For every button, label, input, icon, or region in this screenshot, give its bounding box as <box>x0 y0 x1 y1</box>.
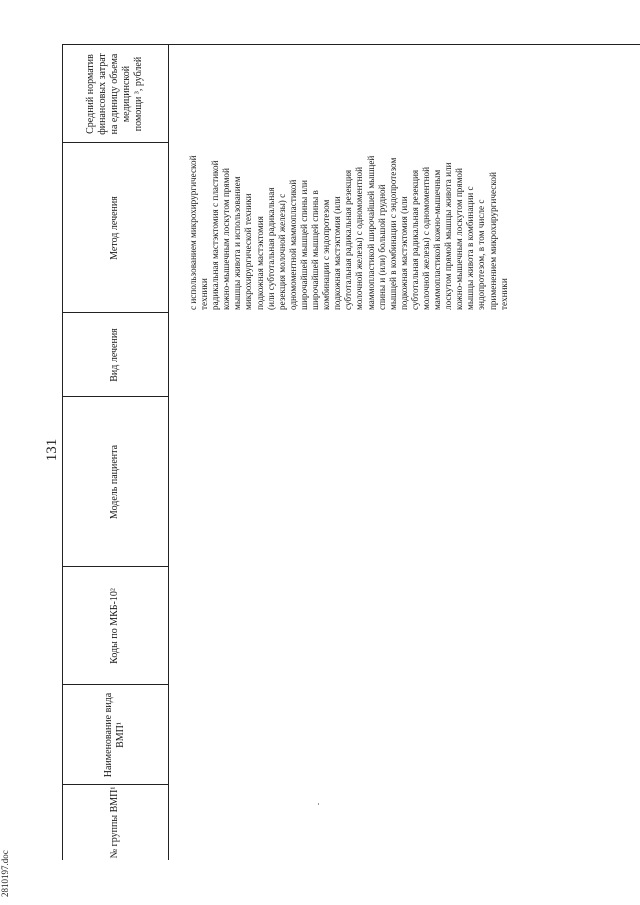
method-line: техники <box>498 278 509 310</box>
method-line: резекция молочной железы) с <box>276 193 287 310</box>
method-line: радикальная мастэктомия с пластикой <box>210 160 221 310</box>
method-line: мышцы живота и использованием <box>232 176 243 310</box>
treatment-method-text <box>188 15 510 310</box>
method-line: применением микрохирургической <box>487 172 498 310</box>
header-cost-norm: Средний норматив финансовых затрат на единицу объема медицинской помощи ³, рублей <box>85 53 144 135</box>
method-line: спины и (или) большой грудной <box>376 184 387 310</box>
method-line: подкожная мастэктомия <box>254 216 265 310</box>
method-line: широчайшей мышцей спины или <box>298 180 309 310</box>
header-icd-codes: Коды по МКБ-10² <box>109 588 120 664</box>
method-line: субтотальная радикальная резекция <box>343 169 354 310</box>
method-line: (или субтотальная радикальная <box>265 187 276 310</box>
table-header-border <box>168 45 169 860</box>
method-line: субтотальная радикальная резекция <box>409 169 420 310</box>
method-line: маммопластикой широчайшей мышцей <box>365 155 376 310</box>
method-line: маммопластикой кожно-мышечным <box>432 169 443 310</box>
method-line: широчайшей мышцей спины в <box>310 190 321 310</box>
method-line: лоскутом прямой мышцы живота или <box>443 162 454 310</box>
header-vmp-name: Наименование вида ВМП¹ <box>103 692 126 778</box>
method-line: микрохирургической техники <box>243 193 254 310</box>
method-line: подкожная мастэктомия (или <box>398 196 409 310</box>
method-line: молочной железы) с одномоментной <box>354 166 365 310</box>
header-treatment-type: Вид лечения <box>109 328 120 382</box>
method-line: кожно-мышечным лоскутом прямой <box>454 168 465 310</box>
method-line: эндопротезом, в том числе с <box>476 199 487 310</box>
method-line: комбинации с эндопротезом <box>321 199 332 310</box>
method-line: с использованием микрохирургической <box>188 155 198 310</box>
header-treatment-method: Метод лечения <box>109 196 120 260</box>
method-line: мышцей в комбинации с эндопротезом <box>387 157 398 310</box>
header-group-no: № группы ВМП¹ <box>109 786 120 859</box>
method-line: молочной железы) с одномоментной <box>420 166 431 310</box>
method-line: подкожная мастэктомия (или <box>332 196 343 310</box>
page-number: 131 <box>44 438 60 462</box>
method-line: кожно-мышечным лоскутом прямой <box>221 168 232 310</box>
document-reference: 2810197.doc <box>0 850 10 897</box>
method-line: техники <box>199 278 210 310</box>
method-line: одномоментной маммопластикой <box>287 179 298 310</box>
scan-speck <box>318 803 319 805</box>
header-patient-model: Модель пациента <box>109 444 120 520</box>
method-line: мышцы живота в комбинации с <box>465 186 476 310</box>
